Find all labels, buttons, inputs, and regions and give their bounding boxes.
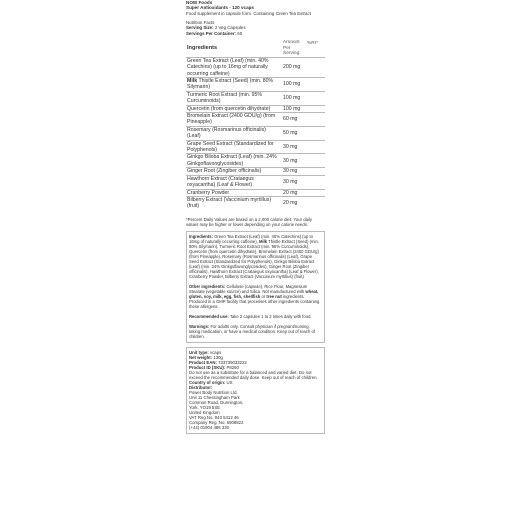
ingredient-ri [306, 57, 325, 77]
ingredient-name-text: Bilberry Extract (Vaccinium myrtillus) (fruit) [187, 196, 272, 210]
ingredients-column-header: Ingredients [187, 45, 218, 52]
ingredient-name [186, 57, 282, 77]
ingredient-amount: 30 mg [282, 168, 306, 175]
ingredient-amount: 30 mg [282, 154, 306, 168]
ingredient-ri [306, 140, 325, 154]
ingredients-section [189, 234, 322, 279]
ingredient-name-text: Ginger Root (Zingiber officinalis) [187, 168, 262, 175]
servings-per-container-label: Servings Per Container: [186, 30, 237, 36]
ingredient-name-text: Cranberry Powder [187, 189, 230, 196]
ingredient-name-text: Ginkgo Biloba Extract (Leaf) (min. 24% Ginkgoflavonglycosides) [187, 154, 277, 167]
table-header-row [186, 40, 325, 57]
ingredient-ri [306, 189, 325, 196]
product-ean-label: Product EAN: [189, 359, 217, 365]
ri-column-header: %RI* [307, 41, 318, 46]
ingredient-amount: 20 mg [282, 196, 306, 209]
nutrition-table [186, 40, 325, 210]
product-facts-box [186, 347, 325, 434]
ingredient-ri [306, 113, 325, 127]
other-ingredients-or: or [260, 293, 267, 299]
ingredients-text: Green Tea Extract (Leaf) (min. 40% Catechins) (up to 16mg of naturally occurring caffeine), [189, 233, 313, 244]
ingredient-amount: 100 mg [282, 105, 306, 112]
ingredient-name [186, 175, 282, 189]
ingredient-row [186, 91, 325, 105]
product-label [186, 0, 325, 434]
ingredient-ri [306, 154, 325, 168]
brand-name: NOW Foods [186, 0, 213, 5]
ingredients-text-continued: Thistle Extract (Seed) (min. 80% Silymarin), Turmeric Root Extract (min. 95% Curcuminoids), Quercetin (from quercetin dihydrate), Bromelain Extract (2400 GDU/g) (from Pineapple), Rosemary (Rosmarinus officinalis) (Leaf), Grape Seed Extract (Standardized for Polyphenols), Ginkgo Biloba Extract (Leaf) (min. 24% Ginkgoflavonglycosides), Ginger Root (Zingiber officinalis), Hawthorn Extract (Crataegus oxyacantha) (Leaf & Flower), Cranberry Powder, Bilberry Extract (Vaccinium myrtillus) (fruit) [189, 238, 319, 279]
allergen-list: wheat, gluten, soy, milk, egg, fish, shellfish [189, 288, 319, 299]
amount-column-header: Amount Per Serving: [283, 40, 301, 57]
ingredient-ri [306, 126, 325, 140]
distributor-address [189, 390, 322, 430]
distributor-line: York, YO19 5SE [189, 404, 221, 410]
ingredient-amount: 200 mg [282, 57, 306, 77]
ingredient-name-text: Turmeric Root Extract (min. 95% Curcuminoids) [187, 91, 263, 105]
country-of-origin-value: US [225, 379, 233, 385]
ingredient-name [186, 105, 282, 112]
allergen-milk: Milk [258, 238, 268, 244]
ingredient-name [186, 113, 282, 127]
distributor-line: (+44) 01904 486 330 [189, 424, 230, 430]
ingredient-ri [306, 168, 325, 175]
distributor-label: Distributor: [189, 384, 213, 390]
ingredient-amount: 30 mg [282, 175, 306, 189]
ingredient-row [186, 175, 325, 189]
ingredient-row [186, 57, 325, 77]
ingredient-row [186, 140, 325, 154]
ingredient-row [186, 168, 325, 175]
distributor-line: Unit 11 Chessingham Park [189, 394, 240, 400]
recommended-use-label: Recommended use: [189, 313, 229, 319]
other-ingredients-text: Cellulose (capsule), Rice Flour, Magnesium Stearate (vegetable source) and Silica. Not manufactured with [189, 283, 308, 294]
ingredient-amount: 60 mg [282, 113, 306, 127]
warnings-label: Warnings: [189, 323, 210, 329]
ingredient-amount: 100 mg [282, 91, 306, 105]
nutrition-facts-title: Nutrition Facts [186, 20, 215, 26]
product-id-value: P8260 [225, 364, 239, 370]
warnings-section [189, 324, 322, 339]
ingredient-row [186, 105, 325, 112]
ingredient-info-box [186, 231, 325, 343]
ingredient-name-text: Rosemary (Rosmarinus officinalis) (Leaf) [187, 126, 266, 140]
country-of-origin-label: Country of origin: [189, 379, 226, 385]
unit-type-value: vcaps [208, 349, 222, 355]
product-description: Food supplement in capsule form. Containing Green Tea Extract [186, 10, 311, 16]
recommended-use-text: Take 2 capsules 1 to 2 times daily with food. [228, 313, 312, 319]
ingredient-name-text: Bromelain Extract (2400 GDU/g) (from Pineapple) [187, 113, 276, 126]
ingredient-name [186, 168, 282, 175]
recommended-use-section [189, 314, 322, 319]
ingredient-ri [306, 91, 325, 105]
ingredient-name [186, 78, 282, 92]
ingredient-amount: 20 mg [282, 189, 306, 196]
distributor-line: Common Road, Dunnington, [189, 399, 244, 405]
other-ingredients-text-continued: ingredients. Produced in a GMP facility that processes other ingredients containing these allergens. [189, 293, 320, 309]
other-ingredients-label: Other ingredients: [189, 283, 226, 289]
distributor-line: Power Body Nutrition Ltd. [189, 389, 238, 395]
product-ean-value: 733739033222 [216, 359, 247, 365]
ingredient-ri [306, 78, 325, 92]
ingredient-name [186, 126, 282, 140]
ingredient-amount: 100 mg [282, 78, 306, 92]
ingredient-row [186, 126, 325, 140]
product-name: Super Antioxidants - 120 vcaps [186, 5, 254, 11]
unit-type-label: Unit type: [189, 349, 209, 355]
ingredient-allergen: Milk [187, 78, 198, 84]
daily-value-footnote: *Percent Daily Values are based on a 2,000 calorie diet. Your daily values may be higher or lower depending on your calorie needs. [186, 216, 313, 227]
ingredient-ri [306, 196, 325, 209]
ingredient-ri [306, 105, 325, 112]
ingredient-name-text: Thistle Extract (Seed) (min. 80% Silymarin) [187, 78, 274, 91]
product-header [186, 0, 325, 36]
product-id-label: Product ID (SKU): [189, 364, 226, 370]
ingredients-label: Ingredients: [189, 233, 213, 239]
ingredient-name [186, 196, 282, 209]
ingredient-row [186, 196, 325, 209]
ingredient-ri [306, 175, 325, 189]
ingredient-row [186, 78, 325, 92]
serving-size-value: 2 Veg Capsules [214, 25, 246, 31]
ingredient-name-text: Quercetin (from quercetin dihydrate) [187, 105, 271, 112]
ingredient-amount: 50 mg [282, 126, 306, 140]
net-weight-label: Net weight: [189, 354, 213, 360]
ingredient-row [186, 113, 325, 127]
ingredient-name [186, 154, 282, 168]
ingredient-name-text: Green Tea Extract (Leaf) (min. 40% Catechins) (up to 16mg of naturally occurring caffeine) [187, 57, 269, 77]
serving-size-label: Serving Size: [186, 25, 214, 31]
ingredient-name [186, 189, 282, 196]
ingredient-name-text: Hawthorn Extract (Crataegus oxyacantha) (Leaf & Flower) [187, 175, 254, 189]
warnings-text: For adults only. Consult physician if pregnant/nursing, taking medication, or have a medical condition. Keep out of reach of children. [189, 323, 315, 339]
distributor-line: VAT Reg No. 840 5412 46 [189, 414, 239, 420]
ingredient-row [186, 189, 325, 196]
ingredient-name [186, 140, 282, 154]
allergen-tree-nut: tree nut [266, 293, 282, 299]
net-weight-value: 130g [212, 354, 223, 360]
servings-per-container-value: 60 [237, 30, 243, 36]
disclaimer-text: Do not use as a substitute for a balanced and varied diet. Do not exceed the recommended daily dose. Keep out of reach of children. [189, 369, 318, 380]
distributor-line: Company Reg. No. 6908822 [189, 419, 244, 425]
ingredient-name [186, 91, 282, 105]
ingredient-row [186, 154, 325, 168]
other-ingredients-section [189, 284, 322, 309]
distributor-line: United Kingdom [189, 409, 220, 415]
ingredient-name-text: Grape Seed Extract (Standardized for Polyphenols) [187, 140, 274, 154]
ingredient-amount: 30 mg [282, 140, 306, 154]
